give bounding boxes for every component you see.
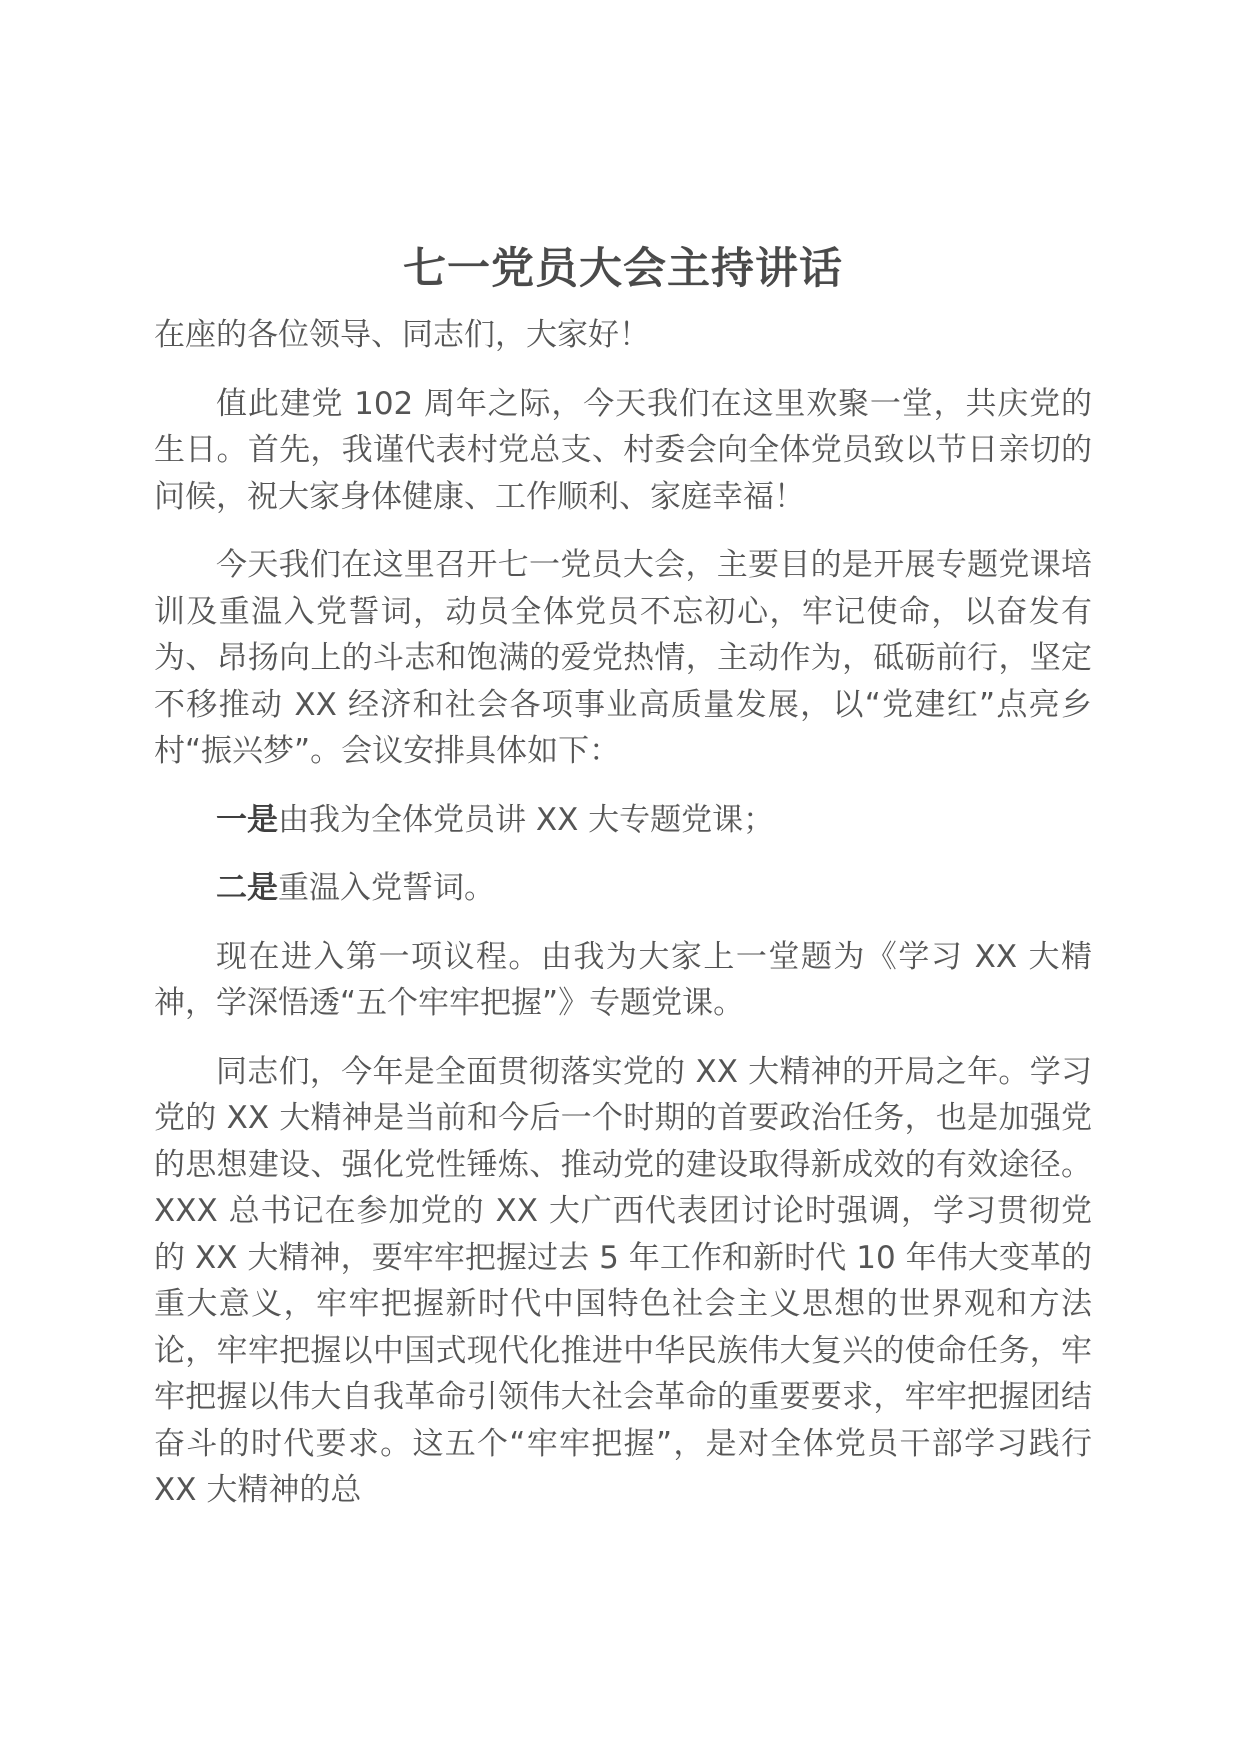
- paragraph-opening: 值此建党 102 周年之际，今天我们在这里欢聚一堂，共庆党的生日。首先，我谨代表村党总支、村委会向全体党员致以节日亲切的问候，祝大家身体健康、工作顺利、家庭幸福！: [154, 385, 1092, 515]
- document-title: 七一党员大会主持讲话: [403, 244, 843, 294]
- agenda-item-lead: 一是: [216, 801, 278, 838]
- agenda-item-text: 重温入党誓词。: [278, 870, 495, 906]
- salutation: 在座的各位领导、同志们，大家好！: [154, 317, 650, 353]
- agenda-item-lead: 二是: [216, 870, 278, 906]
- paragraph-purpose: 今天我们在这里召开七一党员大会，主要目的是开展专题党课培训及重温入党誓词，动员全体党员不忘初心，牢记使命，以奋发有为、昂扬向上的斗志和饱满的爱党热情，主动作为，砥砺前行，坚定不移推动 XX 经济和社会各项事业高质量发展，以“党建红”点亮乡村“振兴梦”。会议安排具体如下：: [154, 547, 1092, 769]
- paragraph-lecture: 同志们，今年是全面贯彻落实党的 XX 大精神的开局之年。学习党的 XX 大精神是当前和今后一个时期的首要政治任务，也是加强党的思想建设、强化党性锤炼、推动党的建设取得新成效的有效途径。XXX 总书记在参加党的 XX 大广西代表团讨论时强调，学习贯彻党的 XX 大精神，要牢牢把握过去 5 年工作和新时代 10 年伟大变革的重大意义，牢牢把握新时代中国特色社会主义思想的世界观和方法论，牢牢把握以中国式现代化推进中华民族伟大复兴的使命任务，牢牢把握以伟大自我革命引领伟大社会革命的重要要求，牢牢把握团结奋斗的时代要求。这五个“牢牢把握”，是对全体党员干部学习践行 XX 大精神的总: [154, 1053, 1092, 1508]
- agenda-item-2: [154, 865, 1092, 912]
- document-body: [154, 240, 1092, 1514]
- agenda-item-text: 由我为全体党员讲 XX 大专题党课；: [278, 801, 775, 838]
- agenda-item-1: [154, 797, 1092, 844]
- paragraph-first-agenda: 现在进入第一项议程。由我为大家上一堂题为《学习 XX 大精神，学深悟透“五个牢牢把握”》专题党课。: [154, 938, 1092, 1021]
